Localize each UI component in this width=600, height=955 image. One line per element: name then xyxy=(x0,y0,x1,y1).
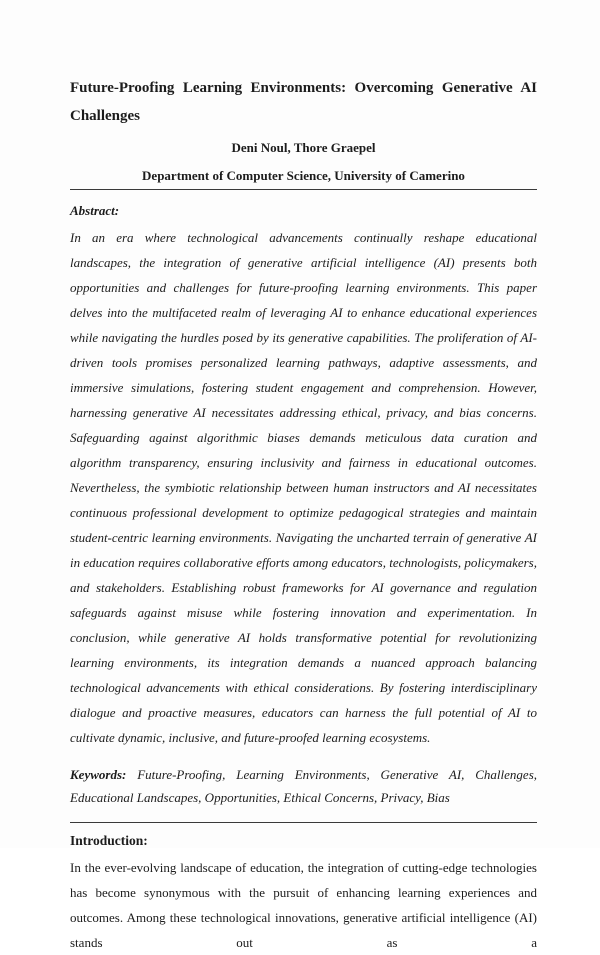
section-divider-top xyxy=(70,189,537,190)
paper-title-line-2: Challenges xyxy=(70,108,141,125)
paper-title xyxy=(70,74,537,130)
introduction-body: In the ever-evolving landscape of education, the integration of cutting-edge technologies has become synonymous with the pursuit of enhancing learning experiences and outcomes. Among these technological innovations, generative artificial intelligence (AI) stands out as a xyxy=(70,860,537,951)
section-divider-bottom xyxy=(70,822,537,823)
keywords-label: Keywords: xyxy=(70,767,127,783)
affiliation-line: Department of Computer Science, University of Camerino xyxy=(142,168,465,184)
abstract-body: In an era where technological advancements continually reshape educational landscapes, the integration of generative artificial intelligence (AI) presents both opportunities and challenges for future-proofing learning environments. This paper delves into the multifaceted realm of leveraging AI to enhance educational experiences while navigating the hurdles posed by its generative capabilities. The proliferation of AI-driven tools promises personalized learning pathways, adaptive assessments, and immersive simulations, fostering student engagement and comprehension. However, harnessing generative AI necessitates addressing ethical, privacy, and bias concerns. Safeguarding against algorithmic biases demands meticulous data curation and algorithm transparency, ensuring inclusivity and fairness in educational outcomes. Nevertheless, the symbiotic relationship between human instructors and AI necessitates continuous professional development to optimize pedagogical strategies and maintain student-centric learning environments. Navigating the uncharted terrain of generative AI in education requires collaborative efforts among educators, technologists, policymakers, and stakeholders. Establishing robust frameworks for AI governance and regulation safeguards against misuse while fostering innovation and experimentation. In conclusion, while generative AI holds transformative potential for revolutionizing learning environments, its integration demands a nuanced approach balancing technological advancements with ethical considerations. By fostering interdisciplinary dialogue and proactive measures, educators can harness the full potential of AI to cultivate dynamic, inclusive, and future-proofed learning ecosystems. xyxy=(70,230,537,746)
authors-line: Deni Noul, Thore Graepel xyxy=(231,140,376,156)
paper-title-line-1: Future-Proofing Learning Environments: Overcoming Generative AI xyxy=(70,80,537,97)
abstract-heading: Abstract: xyxy=(70,203,120,219)
keywords-paragraph xyxy=(70,763,537,809)
keywords-text: Future-Proofing, Learning Environments, Generative AI, Challenges, Educational Landscapes, Opportunities, Ethical Concerns, Privacy, Bias xyxy=(70,767,538,806)
introduction-heading: Introduction: xyxy=(70,833,148,849)
